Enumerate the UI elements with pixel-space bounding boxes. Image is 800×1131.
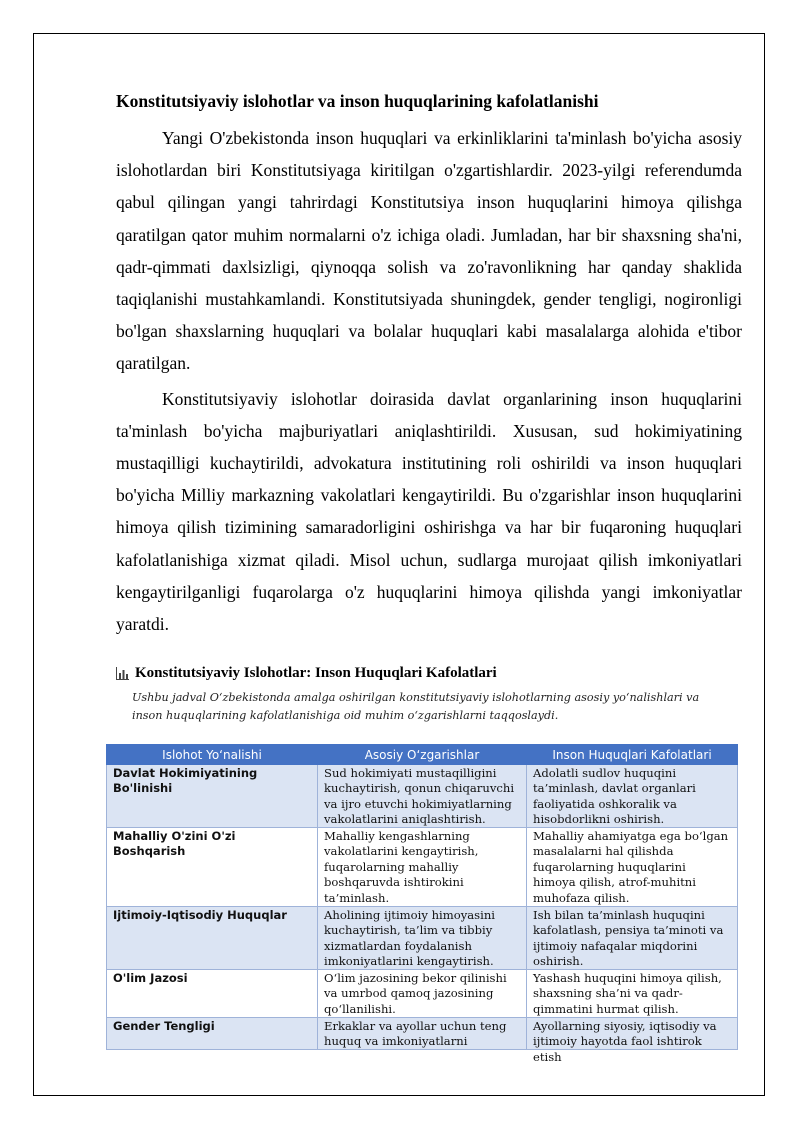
- reforms-table: [106, 744, 738, 1064]
- table-row: [107, 828, 738, 907]
- paragraph-1: Yangi O'zbekistonda inson huquqlari va erkinliklarini ta'minlash bo'yicha asosiy islohotlardan biri Konstitutsiyaga kiritilgan o'zgartishlardir. 2023-yilgi referendumda qabul qilingan yangi tahrirdagi Konstitutsiya inson huquqlarini himoya qilishga qaratilgan qator muhim normalarni o'z ichiga oladi. Jumladan, har bir shaxsning sha'ni, qadr-qimmati daxlsizligi, qiynoqqa solish va zo'ravonlikning har qanday shaklida taqiqlanishi mustahkamlandi. Konstitutsiyada shuningdek, gender tengligi, nogironligi bo'lgan shaxslarning huquqlari va bolalar huquqlari kabi masalalarga alohida e'tibor qaratilgan.: [116, 128, 742, 374]
- table-title-row: [116, 665, 742, 682]
- table-cell: Ayollarning siyosiy, iqtisodiy va ijtimoiy hayotda faol ishtirok etish: [533, 1019, 717, 1064]
- table-cell: Mahalliy kengashlarning vakolatlarini kengaytirish, fuqarolarning mahalliy boshqaruvda ishtirokini ta’minlash.: [324, 829, 479, 905]
- table-cell: Aholining ijtimoiy himoyasini kuchaytirish, ta’lim va tibbiy xizmatlardan foydalanish imkoniyatlarini kengaytirish.: [324, 908, 496, 969]
- table-cell: Adolatli sudlov huquqini ta’minlash, davlat organlari faoliyatida oshkoralik va hisobdorlikni oshirish.: [533, 766, 696, 827]
- table-caption: Ushbu jadval O‘zbekistonda amalga oshirilgan konstitutsiyaviy islohotlarning asosiy yo‘nalishlari va inson huquqlarining kafolatlanishiga oid muhim o‘zgarishlarni taqqoslaydi.: [132, 691, 700, 722]
- table-cell: Yashash huquqini himoya qilish, shaxsning sha’ni va qadr-qimmatini hurmat qilish.: [533, 971, 722, 1016]
- table-row: [107, 970, 738, 1018]
- column-header: Inson Huquqlari Kafolatlari: [527, 745, 738, 765]
- table-cell: O‘lim jazosining bekor qilinishi va umrbod qamoq jazosining qo‘llanilishi.: [324, 971, 507, 1016]
- table-row: [107, 907, 738, 970]
- table-cell: Mahalliy ahamiyatga ega bo‘lgan masalalarni hal qilishda fuqarolarning huquqlarini himoya qilish, atrof-muhitni muhofaza qilish.: [533, 829, 729, 905]
- table-cell: Davlat Hokimiyatining Bo'linishi: [113, 766, 258, 796]
- table-row: [107, 765, 738, 828]
- document-body: [116, 86, 742, 724]
- table-cell: Ish bilan ta’minlash huquqini kafolatlash, pensiya ta’minoti va ijtimoiy nafaqalar miqdorini oshirish.: [533, 908, 724, 969]
- table-cell: Mahalliy O'zini O'zi Boshqarish: [113, 829, 236, 859]
- table-cell: Erkaklar va ayollar uchun teng huquq va imkoniyatlarni: [324, 1019, 507, 1049]
- document-heading: Konstitutsiyaviy islohotlar va inson huquqlarining kafolatlanishi: [116, 91, 599, 111]
- paragraph-2: Konstitutsiyaviy islohotlar doirasida davlat organlarining inson huquqlarini ta'minlash bo'yicha majburiyatlari aniqlashtirildi. Xususan, sud hokimiyatining mustaqilligi kuchaytirildi, advokatura institutining roli oshirildi va inson huquqlari bo'yicha Milliy markazning vakolatlari kengaytirildi. Bu o'zgarishlar inson huquqlarini himoya qilish tizimining samaradorligini oshirishga va har bir fuqaroning huquqlari kafolatlanishiga xizmat qiladi. Misol uchun, sudlarga murojaat qilish imkoniyatlari kengaytirilganligi fuqarolarga o'z huquqlarini himoya qilishda yangi imkoniyatlar yaratdi.: [116, 388, 742, 635]
- table-cell: Ijtimoiy-Iqtisodiy Huquqlar: [113, 908, 287, 922]
- table-cell: Gender Tengligi: [113, 1019, 215, 1033]
- table-cell: O'lim Jazosi: [113, 971, 188, 985]
- column-header: Islohot Yo‘nalishi: [107, 745, 318, 765]
- column-header: Asosiy O‘zgarishlar: [318, 745, 527, 765]
- table-cell: Sud hokimiyati mustaqilligini kuchaytirish, qonun chiqaruvchi va ijro etuvchi hokimiyatlarning vakolatlarini aniqlashtirish.: [324, 766, 515, 827]
- table-header-row: [107, 745, 738, 765]
- table-row: [107, 1018, 738, 1050]
- table-title: Konstitutsiyaviy Islohotlar: Inson Huquqlari Kafolatlari: [135, 665, 497, 682]
- bar-chart-icon: [116, 667, 129, 680]
